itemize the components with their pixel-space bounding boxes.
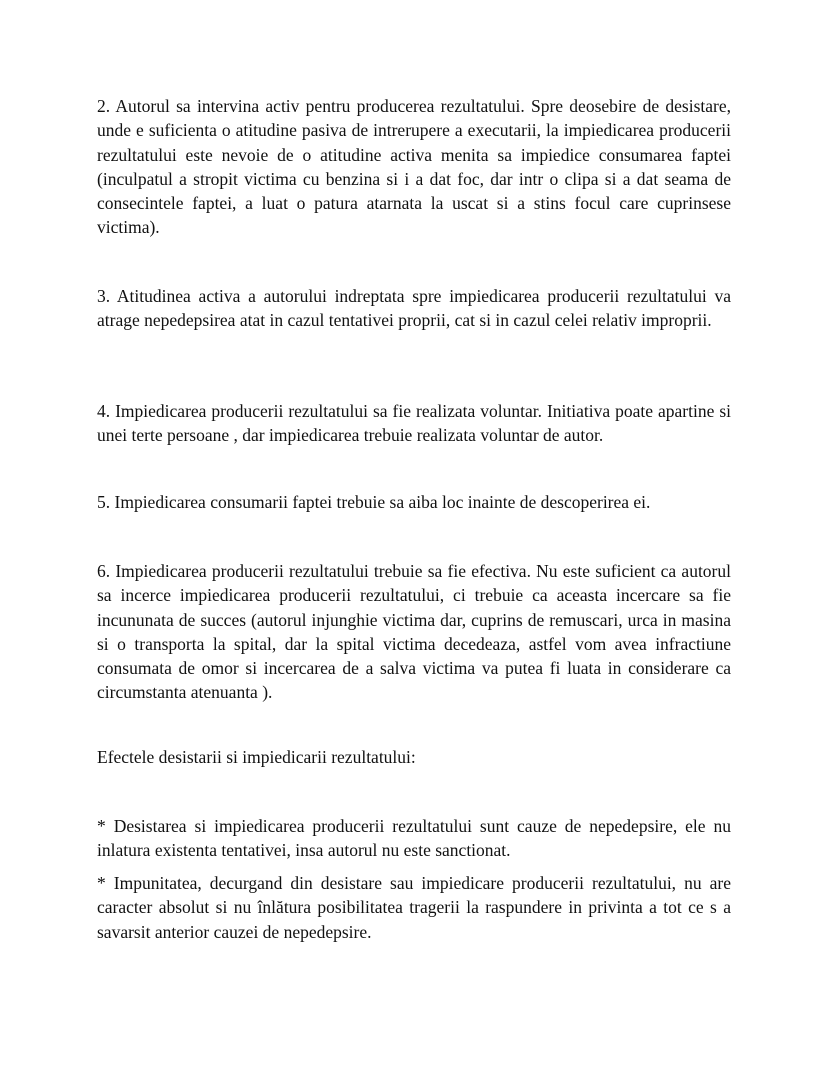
bullet-paragraph-1: * Desistarea si impiedicarea producerii rezultatului sunt cauze de nepedepsire, ele nu inlatura existenta tentativei, insa autorul nu este sanctionat. [97,816,731,861]
paragraph-point-4: 4. Impiedicarea producerii rezultatului sa fie realizata voluntar. Initiativa poate apartine si unei terte persoane , dar impiedicarea trebuie realizata voluntar de autor. [97,401,731,446]
bullet-paragraph-2: * Impunitatea, decurgand din desistare sau impiedicare producerii rezultatului, nu are caracter absolut si nu înlătura posibilitatea tragerii la raspundere in privinta a tot ce s a savarsit anterior cauzei de nepedepsire. [97,873,731,942]
paragraph-point-3: 3. Atitudinea activa a autorului indreptata spre impiedicarea producerii rezultatului va atrage nepedepsirea atat in cazul tentativei proprii, cat si in cazul celei relativ improprii. [97,286,731,331]
paragraph-point-2: 2. Autorul sa intervina activ pentru producerea rezultatului. Spre deosebire de desistare, unde e suficienta o atitudine pasiva de intrerupere a executarii, la impiedicarea producerii rezultatului este nevoie de o atitudine activa menita sa impiedice consumarea faptei (inculpatul a stropit victima cu benzina si i a dat foc, dar intr o clipa si a dat seama de consecintele faptei, a luat o patura atarnata la uscat si a stins focul care cuprinsese victima). [97,96,731,238]
section-heading-effects: Efectele desistarii si impiedicarii rezultatului: [97,747,416,767]
paragraph-point-5: 5. Impiedicarea consumarii faptei trebuie sa aiba loc inainte de descoperirea ei. [97,492,651,512]
paragraph-point-6: 6. Impiedicarea producerii rezultatului trebuie sa fie efectiva. Nu este suficient ca autorul sa incerce impiedicarea producerii rezultatului, ci trebuie ca aceasta incercare sa fie incununata de succes (autorul injunghie victima dar, cuprins de remuscari, urca in masina si o transporta la spital, dar la spital victima decedeaza, astfel vom avea infractiune consumata de omor si incercarea de a salva victima va putea fi luata in considerare ca circumstanta atenuanta ). [97,561,731,703]
